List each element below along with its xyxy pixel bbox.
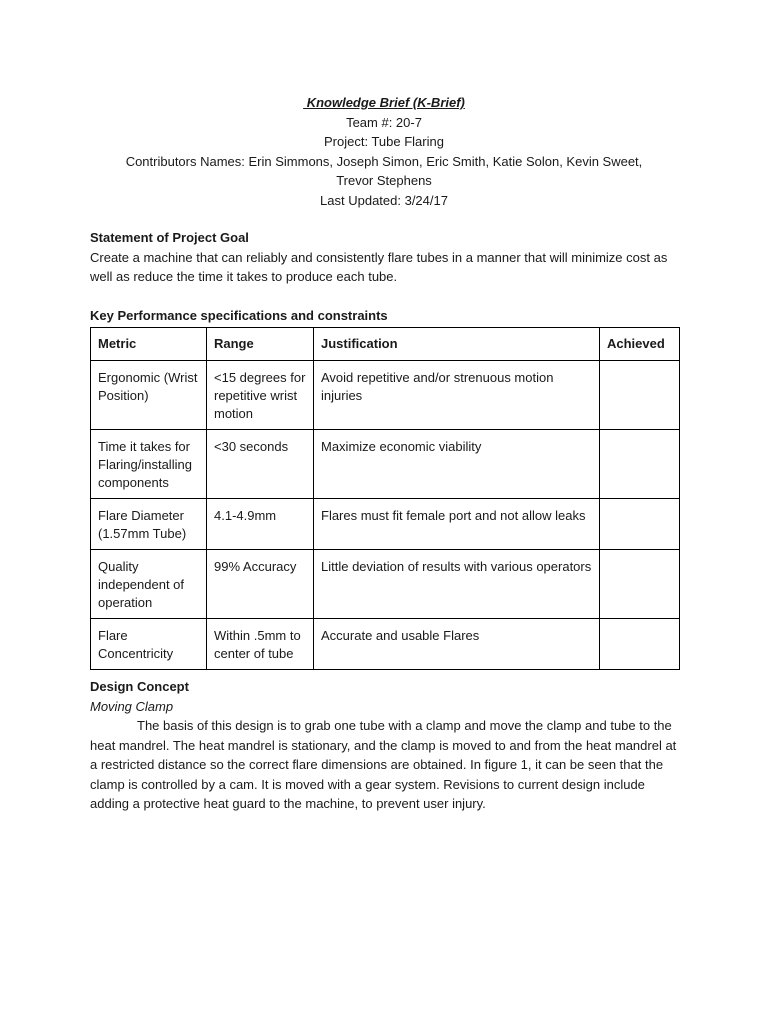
column-header-justification: Justification xyxy=(314,327,600,360)
cell-justification: Flares must fit female port and not allow leaks xyxy=(314,498,600,549)
document-title: Knowledge Brief (K-Brief) xyxy=(303,95,465,110)
design-concept-heading: Design Concept xyxy=(90,679,189,694)
table-row xyxy=(91,498,680,549)
cell-range: Within .5mm to center of tube xyxy=(207,618,314,669)
contributors-line-2: Trevor Stephens xyxy=(336,173,432,188)
design-concept-section xyxy=(90,677,678,814)
last-updated: Last Updated: 3/24/17 xyxy=(320,192,448,208)
team-number: Team #: 20-7 xyxy=(346,114,422,130)
cell-metric: Quality independent of operation xyxy=(91,549,207,618)
project-goal-text: Create a machine that can reliably and consistently flare tubes in a manner that will minimize cost as well as reduce the time it takes to produce each tube. xyxy=(90,249,668,284)
project-goal-heading: Statement of Project Goal xyxy=(90,230,249,245)
project-name: Project: Tube Flaring xyxy=(324,134,444,149)
table-row xyxy=(91,429,680,498)
cell-achieved xyxy=(600,360,680,429)
design-concept-subheading: Moving Clamp xyxy=(90,698,174,714)
cell-achieved xyxy=(600,429,680,498)
cell-justification: Accurate and usable Flares xyxy=(314,618,600,669)
specs-table xyxy=(90,327,680,670)
cell-range: <30 seconds xyxy=(207,429,314,498)
cell-justification: Maximize economic viability xyxy=(314,429,600,498)
cell-justification: Avoid repetitive and/or strenuous motion injuries xyxy=(314,360,600,429)
cell-achieved xyxy=(600,618,680,669)
column-header-achieved: Achieved xyxy=(600,327,680,360)
specs-section xyxy=(90,306,678,670)
cell-range: <15 degrees for repetitive wrist motion xyxy=(207,360,314,429)
contributors-line-1: Contributors Names: Erin Simmons, Joseph Simon, Eric Smith, Katie Solon, Kevin Sweet, xyxy=(125,153,643,169)
table-row xyxy=(91,618,680,669)
column-header-metric: Metric xyxy=(91,327,207,360)
cell-range: 99% Accuracy xyxy=(207,549,314,618)
table-row xyxy=(91,360,680,429)
cell-achieved xyxy=(600,549,680,618)
cell-metric: Flare Diameter (1.57mm Tube) xyxy=(91,498,207,549)
cell-metric: Ergonomic (Wrist Position) xyxy=(91,360,207,429)
specs-heading: Key Performance specifications and constraints xyxy=(90,308,388,323)
table-header-row xyxy=(91,327,680,360)
design-concept-text: The basis of this design is to grab one tube with a clamp and move the clamp and tube to the heat mandrel. The heat mandrel is stationary, and the clamp is moved to and from the heat mandrel at a restricted distance so the correct flare dimensions are obtained. In figure 1, it can be seen that the clamp is controlled by a cam. It is moved with a gear system. Revisions to current design include adding a protective heat guard to the machine, to prevent user injury. xyxy=(90,718,677,811)
document-header xyxy=(90,93,678,210)
column-header-range: Range xyxy=(207,327,314,360)
project-goal-section xyxy=(90,228,678,287)
cell-achieved xyxy=(600,498,680,549)
table-row xyxy=(91,549,680,618)
cell-metric: Flare Concentricity xyxy=(91,618,207,669)
cell-metric: Time it takes for Flaring/installing components xyxy=(91,429,207,498)
cell-justification: Little deviation of results with various operators xyxy=(314,549,600,618)
cell-range: 4.1-4.9mm xyxy=(207,498,314,549)
